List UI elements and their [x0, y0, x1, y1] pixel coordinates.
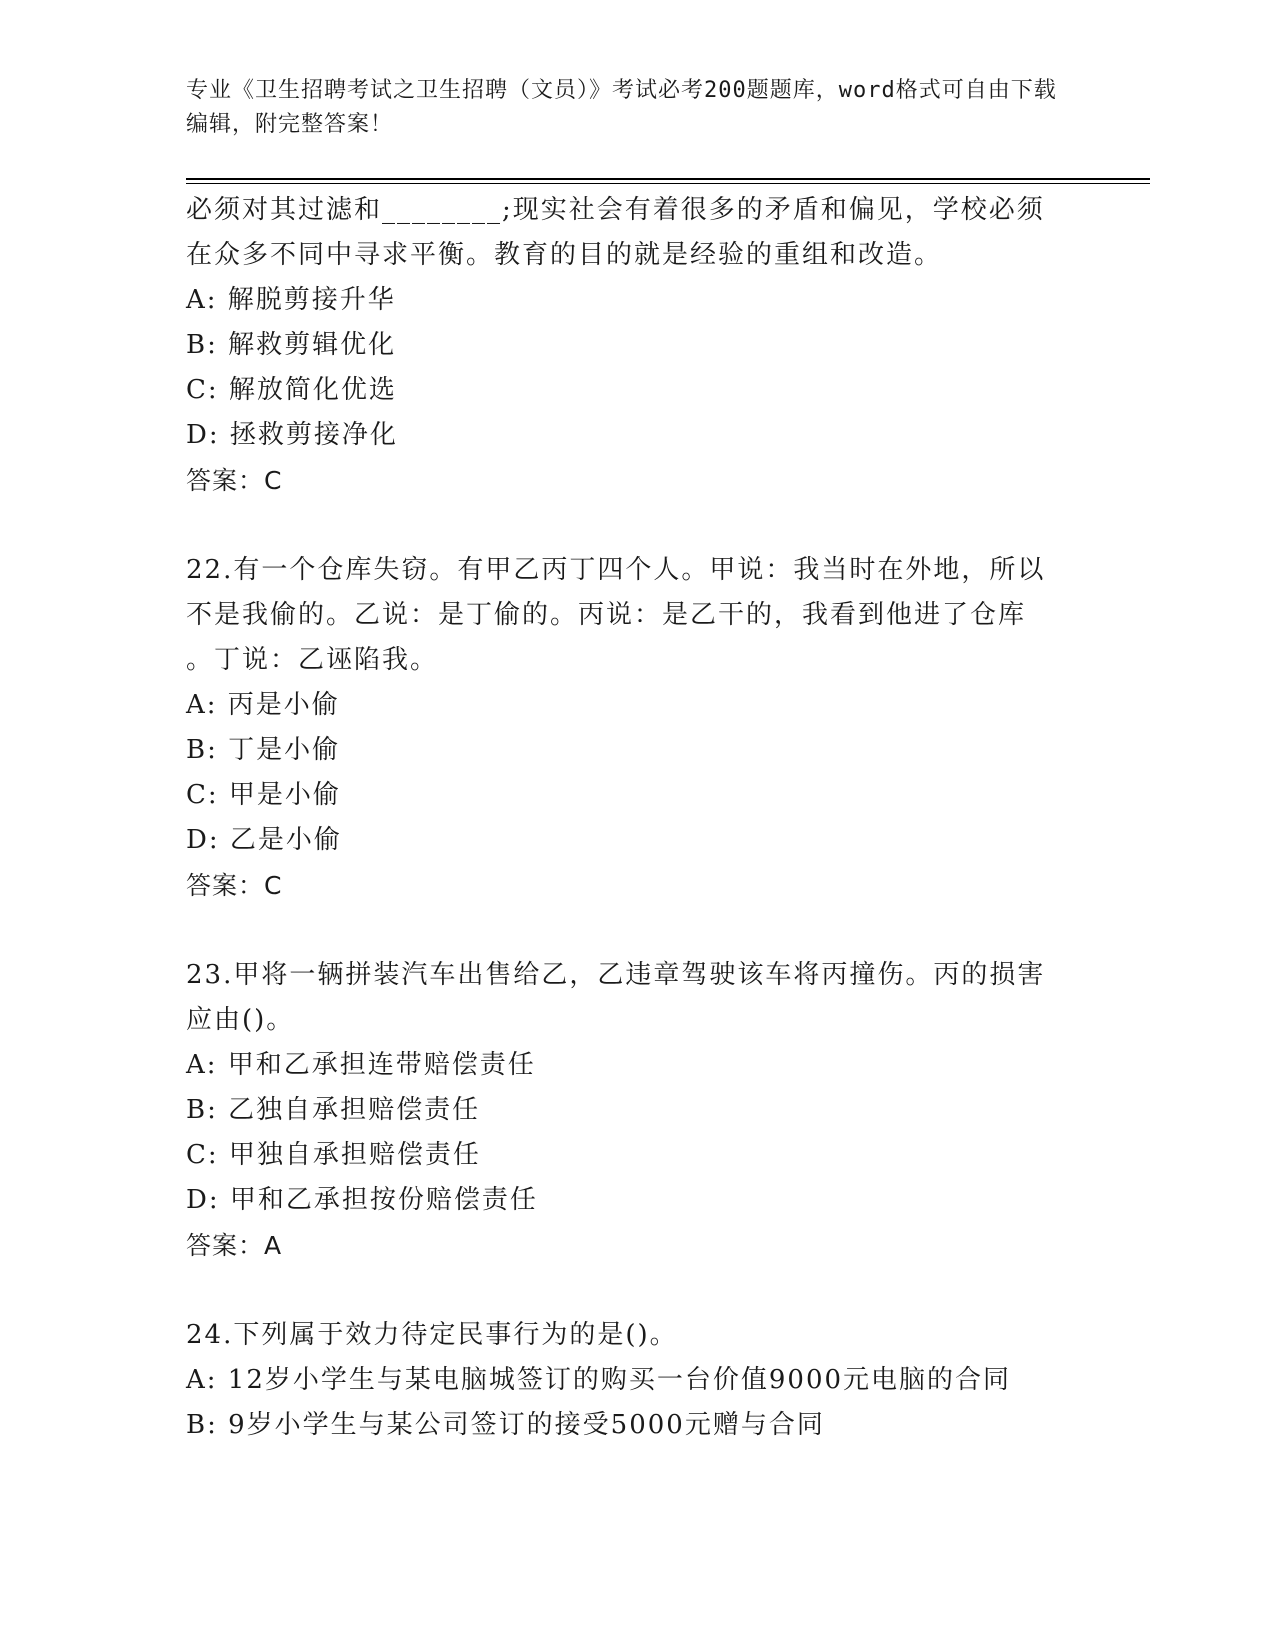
option-b: B: 丁是小偷 [186, 735, 341, 765]
option-a: A: 丙是小偷 [186, 690, 340, 720]
question-text-line: 应由()。 [186, 1005, 295, 1035]
option-a: A: 解脱剪接升华 [186, 285, 396, 315]
question-24 [186, 1313, 1086, 1448]
option-d: D: 拯救剪接净化 [186, 420, 398, 450]
question-22 [186, 548, 1086, 908]
answer: 答案：C [186, 466, 283, 495]
option-c: C: 解放简化优选 [186, 375, 397, 405]
question-text-line: 在众多不同中寻求平衡。教育的目的就是经验的重组和改造。 [186, 240, 943, 270]
answer: 答案：C [186, 871, 283, 900]
option-d: D: 乙是小偷 [186, 825, 342, 855]
document-body [186, 188, 1086, 1448]
question-text-line: 22.有一个仓库失窃。有甲乙丙丁四个人。甲说：我当时在外地，所以 [186, 555, 1046, 585]
answer: 答案：A [186, 1231, 283, 1260]
question-23 [186, 953, 1086, 1268]
question-text-line: 必须对其过滤和________;现实社会有着很多的矛盾和偏见，学校必须 [186, 195, 1045, 225]
question-text-line: 24.下列属于效力待定民事行为的是()。 [186, 1320, 678, 1350]
question-text-line: 不是我偷的。乙说：是丁偷的。丙说：是乙干的，我看到他进了仓库 [186, 600, 1027, 630]
question-21-continued [186, 188, 1086, 503]
option-a: A: 12岁小学生与某电脑城签订的购买一台价值9000元电脑的合同 [186, 1365, 1012, 1395]
option-b: B: 解救剪辑优化 [186, 330, 397, 360]
option-b: B: 9岁小学生与某公司签订的接受5000元赠与合同 [186, 1410, 825, 1440]
header-divider-thin [186, 183, 1150, 184]
option-c: C: 甲是小偷 [186, 780, 341, 810]
option-d: D: 甲和乙承担按份赔偿责任 [186, 1185, 538, 1215]
option-c: C: 甲独自承担赔偿责任 [186, 1140, 481, 1170]
option-a: A: 甲和乙承担连带赔偿责任 [186, 1050, 536, 1080]
question-text-line: 。丁说：乙诬陷我。 [186, 645, 439, 675]
option-b: B: 乙独自承担赔偿责任 [186, 1095, 481, 1125]
header-divider-thick [186, 178, 1150, 180]
document-header: 专业《卫生招聘考试之卫生招聘（文员）》考试必考200题题库，word格式可自由下载编辑，附完整答案！ [186, 78, 1057, 137]
question-text-line: 23.甲将一辆拼装汽车出售给乙，乙违章驾驶该车将丙撞伤。丙的损害 [186, 960, 1046, 990]
